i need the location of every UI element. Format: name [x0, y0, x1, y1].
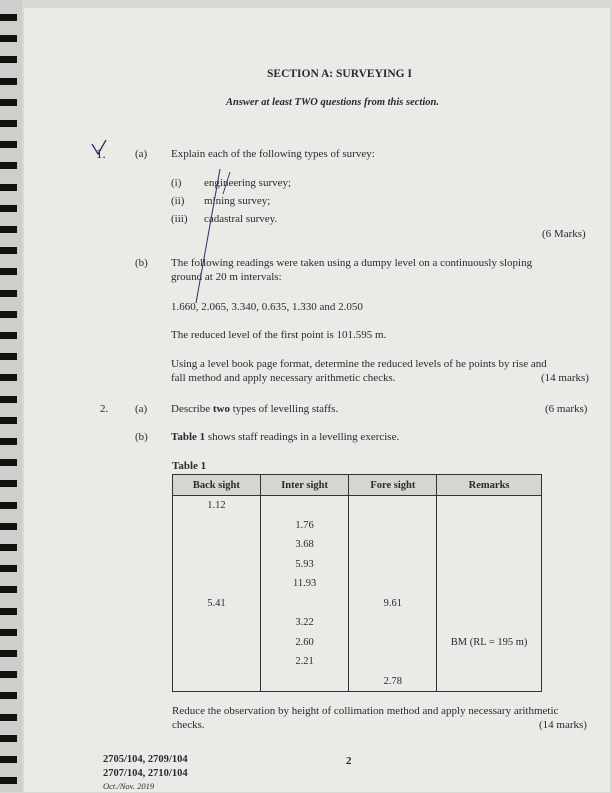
q2a-suffix: types of levelling staffs.: [232, 403, 339, 415]
table-row: [173, 652, 542, 672]
table-row: [173, 574, 542, 594]
q1-number: 1.: [96, 146, 106, 161]
q2a-label: (a): [135, 403, 148, 415]
table-row: [173, 633, 542, 653]
table-header-row: [173, 475, 542, 496]
q1a-item-text: engineering survey;: [204, 177, 292, 189]
inter-sight-cell: 2.21: [260, 652, 349, 672]
inter-sight-cell: 11.93: [260, 574, 349, 594]
binding-ring-icon: [0, 523, 17, 530]
fore-sight-cell: [349, 613, 437, 633]
fore-sight-cell: 9.61: [349, 594, 437, 614]
q1a-item-label: (iii): [171, 213, 188, 225]
binding-ring-icon: [0, 311, 17, 318]
back-sight-cell: 5.41: [173, 594, 261, 614]
q2a-marks: (6 marks): [545, 403, 588, 415]
binding-ring-icon: [0, 120, 17, 127]
binding-ring-icon: [0, 777, 17, 784]
inter-sight-cell: 1.76: [260, 516, 349, 536]
q1b-instruction-line1: Using a level book page format, determine the reduced levels of he points by rise and: [171, 358, 547, 370]
fore-sight-cell: [349, 496, 437, 516]
binding-ring-icon: [0, 184, 17, 191]
q2b-marks: (14 marks): [539, 719, 587, 731]
inter-sight-cell: [260, 496, 349, 516]
q2-number: 2.: [100, 403, 109, 415]
binding-ring-icon: [0, 417, 17, 424]
inter-sight-cell: 3.68: [260, 535, 349, 555]
q1a-label: (a): [135, 148, 148, 160]
table-caption: Table 1: [172, 460, 207, 472]
back-sight-cell: [173, 574, 261, 594]
header-inter-sight: Inter sight: [260, 475, 349, 496]
q1b-reduced-level: The reduced level of the first point is 101.595 m.: [171, 329, 387, 341]
fore-sight-cell: [349, 574, 437, 594]
binding-ring-icon: [0, 629, 17, 636]
binding-ring-icon: [0, 692, 17, 699]
table-row: [173, 555, 542, 575]
q2b-description: shows staff readings in a levelling exercise.: [207, 431, 400, 443]
header-back-sight: Back sight: [173, 475, 261, 496]
binding-ring-icon: [0, 162, 17, 169]
binding-ring-icon: [0, 735, 17, 742]
fore-sight-cell: 2.78: [349, 672, 437, 692]
binding-ring-icon: [0, 353, 17, 360]
footer-codes-line1: 2705/104, 2709/104: [103, 754, 188, 765]
binding-ring-icon: [0, 56, 17, 63]
footer-date: Oct./Nov. 2019: [103, 781, 155, 791]
binding-ring-icon: [0, 608, 17, 615]
binding-ring-icon: [0, 396, 17, 403]
back-sight-cell: [173, 535, 261, 555]
back-sight-cell: [173, 555, 261, 575]
q1a-item-label: (ii): [171, 195, 185, 207]
binding-ring-icon: [0, 650, 17, 657]
binding-ring-icon: [0, 480, 17, 487]
binding-ring-icon: [0, 14, 17, 21]
binding-ring-icon: [0, 438, 17, 445]
binding-ring-icon: [0, 565, 17, 572]
inter-sight-cell: [260, 672, 349, 692]
fore-sight-cell: [349, 555, 437, 575]
binding-ring-icon: [0, 332, 17, 339]
inter-sight-cell: 2.60: [260, 633, 349, 653]
binding-ring-icon: [0, 35, 17, 42]
q1a-text: Explain each of the following types of survey:: [171, 148, 375, 160]
binding-ring-icon: [0, 247, 17, 254]
remarks-cell: [437, 535, 542, 555]
fore-sight-cell: [349, 652, 437, 672]
binding-ring-icon: [0, 714, 17, 721]
closing-line1: Reduce the observation by height of collimation method and apply necessary arithmetic: [172, 705, 559, 717]
inter-sight-cell: 3.22: [260, 613, 349, 633]
binding-ring-icon: [0, 756, 17, 763]
remarks-cell: [437, 574, 542, 594]
binding-ring-icon: [0, 205, 17, 212]
table-row: [173, 535, 542, 555]
q2a-bold-word: two: [212, 403, 230, 415]
fore-sight-cell: [349, 516, 437, 536]
q1b-line1: The following readings were taken using a dumpy level on a continuously sloping: [171, 257, 533, 269]
binding-ring-icon: [0, 141, 17, 148]
footer-codes-line2: 2707/104, 2710/104: [103, 768, 188, 779]
back-sight-cell: [173, 672, 261, 692]
section-instruction: Answer at least TWO questions from this section.: [226, 97, 439, 108]
remarks-cell: [437, 672, 542, 692]
remarks-cell: [437, 652, 542, 672]
remarks-cell: [437, 555, 542, 575]
binding-ring-icon: [0, 99, 17, 106]
binding-ring-icon: [0, 544, 17, 551]
remarks-cell: BM (RL = 195 m): [437, 633, 542, 653]
back-sight-cell: [173, 633, 261, 653]
q1b-instruction-line2: fall method and apply necessary arithmetic checks.: [171, 372, 396, 384]
q2b-table-ref: Table 1: [171, 431, 206, 443]
binding-ring-icon: [0, 502, 17, 509]
header-fore-sight: Fore sight: [349, 475, 437, 496]
binding-ring-icon: [0, 226, 17, 233]
q1b-line2: ground at 20 m intervals:: [171, 271, 282, 283]
remarks-cell: [437, 613, 542, 633]
q1b-marks: (14 marks): [541, 372, 589, 384]
header-remarks: Remarks: [437, 475, 542, 496]
table-row: [173, 516, 542, 536]
q1a-marks: (6 Marks): [542, 228, 586, 240]
table-row: [173, 496, 542, 516]
q1a-item-text: cadastral survey.: [204, 213, 278, 225]
q1a-item-text: mining survey;: [204, 195, 271, 207]
remarks-cell: [437, 594, 542, 614]
q1a-item-label: (i): [171, 177, 182, 189]
page-number: 2: [346, 755, 352, 767]
fore-sight-cell: [349, 633, 437, 653]
q1b-label: (b): [135, 257, 148, 269]
inter-sight-cell: 5.93: [260, 555, 349, 575]
table-row: [173, 672, 542, 692]
binding-ring-icon: [0, 671, 17, 678]
inter-sight-cell: [260, 594, 349, 614]
back-sight-cell: [173, 652, 261, 672]
table-row: [173, 594, 542, 614]
closing-line2: checks.: [172, 719, 205, 731]
remarks-cell: [437, 496, 542, 516]
back-sight-cell: [173, 516, 261, 536]
readings-table: [172, 474, 542, 692]
q2b-label: (b): [135, 431, 148, 443]
back-sight-cell: [173, 613, 261, 633]
section-title: SECTION A: SURVEYING I: [267, 68, 412, 80]
back-sight-cell: 1.12: [173, 496, 261, 516]
binding-ring-icon: [0, 290, 17, 297]
fore-sight-cell: [349, 535, 437, 555]
q2a-prefix: Describe: [171, 403, 211, 415]
binding-ring-icon: [0, 459, 17, 466]
binding-ring-icon: [0, 268, 17, 275]
binding-ring-icon: [0, 78, 17, 85]
binding-ring-icon: [0, 586, 17, 593]
q1b-readings: 1.660, 2.065, 3.340, 0.635, 1.330 and 2.050: [171, 301, 363, 313]
table-row: [173, 613, 542, 633]
binding-ring-icon: [0, 374, 17, 381]
remarks-cell: [437, 516, 542, 536]
spiral-binding: [0, 0, 22, 792]
